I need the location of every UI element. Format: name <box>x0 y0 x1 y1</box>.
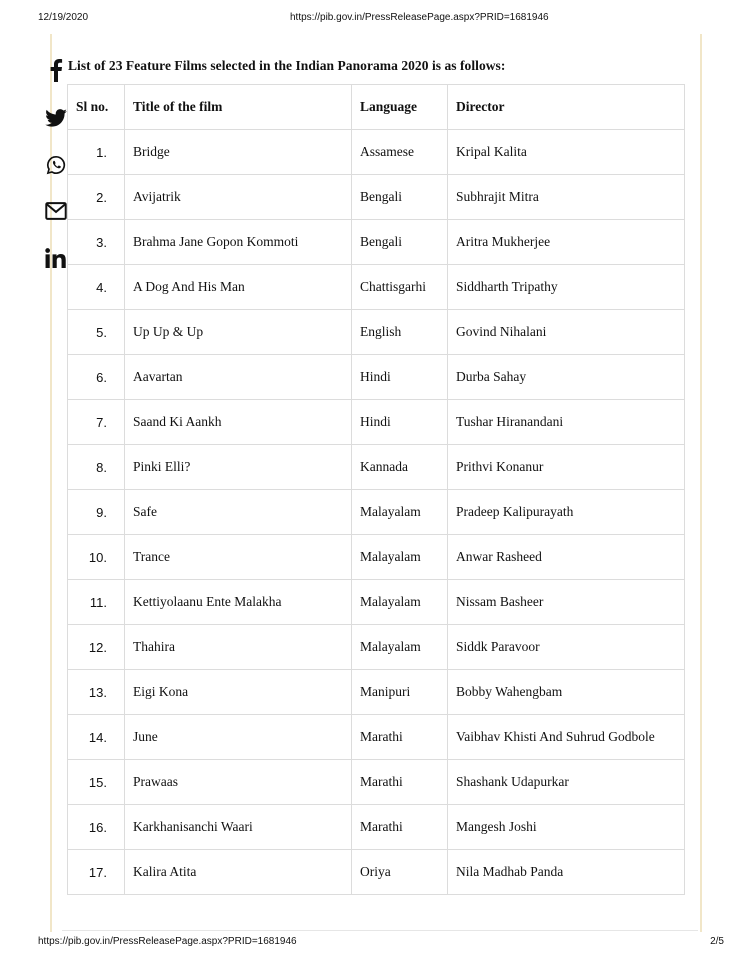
email-icon <box>45 202 67 220</box>
cell-director: Durba Sahay <box>448 355 685 400</box>
cell-language: Malayalam <box>352 535 448 580</box>
list-heading: List of 23 Feature Films selected in the Indian Panorama 2020 is as follows: <box>68 58 506 73</box>
cell-title: Thahira <box>125 625 352 670</box>
cell-title: Bridge <box>125 130 352 175</box>
table-row <box>68 670 685 715</box>
cell-language: English <box>352 310 448 355</box>
cell-title: June <box>125 715 352 760</box>
col-header-language: Language <box>352 85 448 130</box>
cell-language: Marathi <box>352 805 448 850</box>
cell-title: Saand Ki Aankh <box>125 400 352 445</box>
table-row <box>68 310 685 355</box>
page-number: 2/5 <box>710 936 724 947</box>
cell-director: Subhrajit Mitra <box>448 175 685 220</box>
print-header <box>0 12 750 26</box>
cell-sl-no: 10. <box>68 535 125 580</box>
print-date: 12/19/2020 <box>38 12 89 23</box>
cell-title: Aavartan <box>125 355 352 400</box>
cell-language: Marathi <box>352 760 448 805</box>
table-header-row <box>68 85 685 130</box>
cell-sl-no: 2. <box>68 175 125 220</box>
cell-director: Shashank Udapurkar <box>448 760 685 805</box>
cell-language: Malayalam <box>352 490 448 535</box>
cell-language: Malayalam <box>352 580 448 625</box>
cell-language: Hindi <box>352 355 448 400</box>
cell-director: Govind Nihalani <box>448 310 685 355</box>
cell-director: Nila Madhab Panda <box>448 850 685 895</box>
cell-language: Chattisgarhi <box>352 265 448 310</box>
print-url: https://pib.gov.in/PressReleasePage.aspx?PRID=1681946 <box>290 12 549 23</box>
cell-director: Aritra Mukherjee <box>448 220 685 265</box>
cell-language: Manipuri <box>352 670 448 715</box>
table-row <box>68 265 685 310</box>
table-row <box>68 445 685 490</box>
table-row <box>68 580 685 625</box>
bottom-divider <box>62 930 698 931</box>
col-header-sl-no: Sl no. <box>68 85 125 130</box>
cell-sl-no: 14. <box>68 715 125 760</box>
table-row <box>68 715 685 760</box>
cell-sl-no: 17. <box>68 850 125 895</box>
table-row <box>68 805 685 850</box>
footer-url: https://pib.gov.in/PressReleasePage.aspx?PRID=1681946 <box>38 936 297 947</box>
table-row <box>68 490 685 535</box>
cell-sl-no: 6. <box>68 355 125 400</box>
cell-sl-no: 7. <box>68 400 125 445</box>
cell-language: Bengali <box>352 220 448 265</box>
cell-sl-no: 3. <box>68 220 125 265</box>
cell-title: Avijatrik <box>125 175 352 220</box>
col-header-director: Director <box>448 85 685 130</box>
cell-director: Siddk Paravoor <box>448 625 685 670</box>
table-row <box>68 355 685 400</box>
cell-title: Safe <box>125 490 352 535</box>
cell-language: Kannada <box>352 445 448 490</box>
cell-director: Pradeep Kalipurayath <box>448 490 685 535</box>
whatsapp-icon <box>46 155 66 175</box>
cell-sl-no: 13. <box>68 670 125 715</box>
cell-title: A Dog And His Man <box>125 265 352 310</box>
cell-title: Prawaas <box>125 760 352 805</box>
table-row <box>68 535 685 580</box>
cell-sl-no: 9. <box>68 490 125 535</box>
cell-sl-no: 4. <box>68 265 125 310</box>
cell-director: Prithvi Konanur <box>448 445 685 490</box>
table-row <box>68 760 685 805</box>
cell-title: Eigi Kona <box>125 670 352 715</box>
cell-director: Vaibhav Khisti And Suhrud Godbole <box>448 715 685 760</box>
cell-director: Nissam Basheer <box>448 580 685 625</box>
cell-language: Assamese <box>352 130 448 175</box>
cell-title: Up Up & Up <box>125 310 352 355</box>
table-row <box>68 400 685 445</box>
twitter-icon <box>45 109 67 127</box>
cell-director: Siddharth Tripathy <box>448 265 685 310</box>
cell-language: Malayalam <box>352 625 448 670</box>
cell-title: Pinki Elli? <box>125 445 352 490</box>
right-rule <box>700 34 702 932</box>
cell-title: Karkhanisanchi Waari <box>125 805 352 850</box>
table-row <box>68 175 685 220</box>
table-row <box>68 625 685 670</box>
cell-director: Tushar Hiranandani <box>448 400 685 445</box>
feature-films-table <box>67 84 685 895</box>
table-body <box>68 130 685 895</box>
cell-sl-no: 5. <box>68 310 125 355</box>
cell-title: Kettiyolaanu Ente Malakha <box>125 580 352 625</box>
print-footer <box>0 936 750 950</box>
cell-sl-no: 8. <box>68 445 125 490</box>
cell-language: Hindi <box>352 400 448 445</box>
cell-title: Brahma Jane Gopon Kommoti <box>125 220 352 265</box>
table-row <box>68 220 685 265</box>
cell-title: Trance <box>125 535 352 580</box>
cell-sl-no: 11. <box>68 580 125 625</box>
cell-sl-no: 16. <box>68 805 125 850</box>
table-row <box>68 130 685 175</box>
cell-director: Mangesh Joshi <box>448 805 685 850</box>
cell-language: Oriya <box>352 850 448 895</box>
cell-sl-no: 1. <box>68 130 125 175</box>
table-row <box>68 850 685 895</box>
cell-sl-no: 15. <box>68 760 125 805</box>
cell-sl-no: 12. <box>68 625 125 670</box>
cell-language: Bengali <box>352 175 448 220</box>
cell-director: Kripal Kalita <box>448 130 685 175</box>
cell-director: Anwar Rasheed <box>448 535 685 580</box>
linkedin-icon <box>45 248 67 268</box>
cell-language: Marathi <box>352 715 448 760</box>
facebook-icon <box>49 58 63 82</box>
cell-director: Bobby Wahengbam <box>448 670 685 715</box>
col-header-title: Title of the film <box>125 85 352 130</box>
cell-title: Kalira Atita <box>125 850 352 895</box>
